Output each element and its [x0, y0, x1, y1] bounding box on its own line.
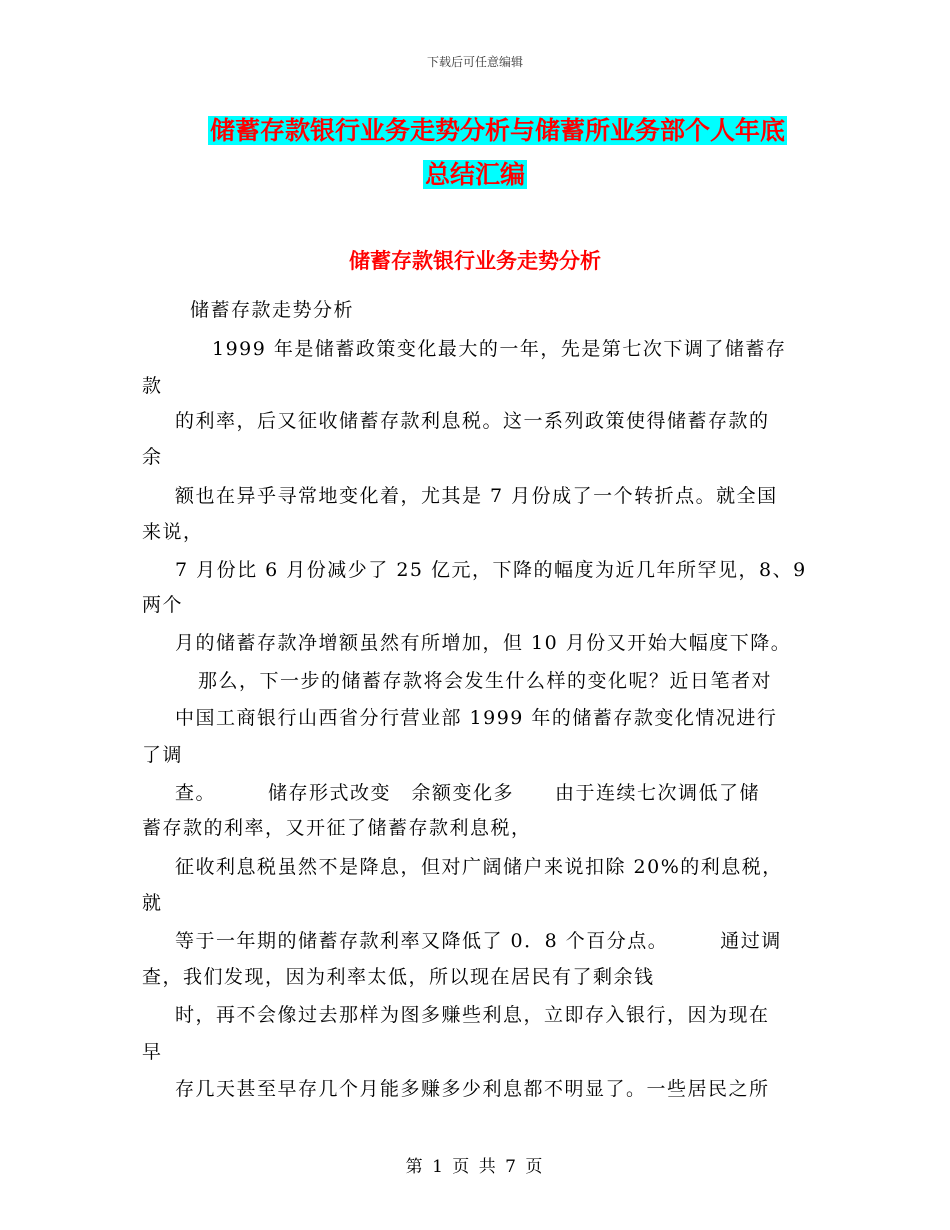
body-line: 7 月份比 6 月份减少了 25 亿元，下降的幅度为近几年所罕见，8、9: [175, 559, 807, 581]
body-line: 查，我们发现，因为利率太低，所以现在居民有了剩余钱: [142, 966, 655, 988]
body-line: 来说，: [142, 521, 204, 543]
body-line: 额也在异乎寻常地变化着，尤其是 7 月份成了一个转折点。就全国: [175, 485, 778, 507]
body-line: 两个: [142, 594, 184, 616]
body-line: 等于一年期的储蓄存款利率又降低了 0．8 个百分点。 通过调: [175, 930, 782, 952]
body-line: 的利率，后又征收储蓄存款利息税。这一系列政策使得储蓄存款的: [175, 410, 770, 432]
body-line: 中国工商银行山西省分行营业部 1999 年的储蓄存款变化情况进行: [175, 707, 778, 729]
body-line: 了调: [142, 744, 184, 766]
header-note: 下载后可任意编辑: [426, 55, 523, 69]
body-line: 存几天甚至早存几个月能多赚多少利息都不明显了。一些居民之所: [175, 1078, 770, 1100]
body-line: 1999 年是储蓄政策变化最大的一年，先是第七次下调了储蓄存: [212, 338, 787, 360]
body-line: 早: [142, 1041, 163, 1063]
body-line: 征收利息税虽然不是降息，但对广阔储户来说扣除 20%的利息税，: [175, 856, 783, 878]
body-line: 那么，下一步的储蓄存款将会发生什么样的变化呢？近日笔者对: [198, 670, 773, 692]
body-line: 余: [142, 446, 163, 468]
body-line: 月的储蓄存款净增额虽然有所增加，但 10 月份又开始大幅度下降。: [175, 632, 792, 654]
body-line: 时，再不会像过去那样为图多赚些利息，立即存入银行，因为现在: [175, 1004, 770, 1026]
document-title-line-1: 储蓄存款银行业务走势分析与储蓄所业务部个人年底: [209, 116, 785, 145]
section-title: 储蓄存款银行业务走势分析: [349, 249, 601, 273]
document-title-line-2: 总结汇编: [424, 160, 525, 189]
body-line: 查。 储存形式改变 余额变化多 由于连续七次调低了储: [175, 782, 761, 804]
body-line: 储蓄存款走势分析: [190, 299, 355, 321]
body-line: 蓄存款的利率，又开征了储蓄存款利息税，: [142, 817, 532, 839]
body-line: 款: [142, 375, 163, 397]
body-line: 就: [142, 892, 163, 914]
page-footer: 第 1 页 共 7 页: [405, 1157, 545, 1177]
